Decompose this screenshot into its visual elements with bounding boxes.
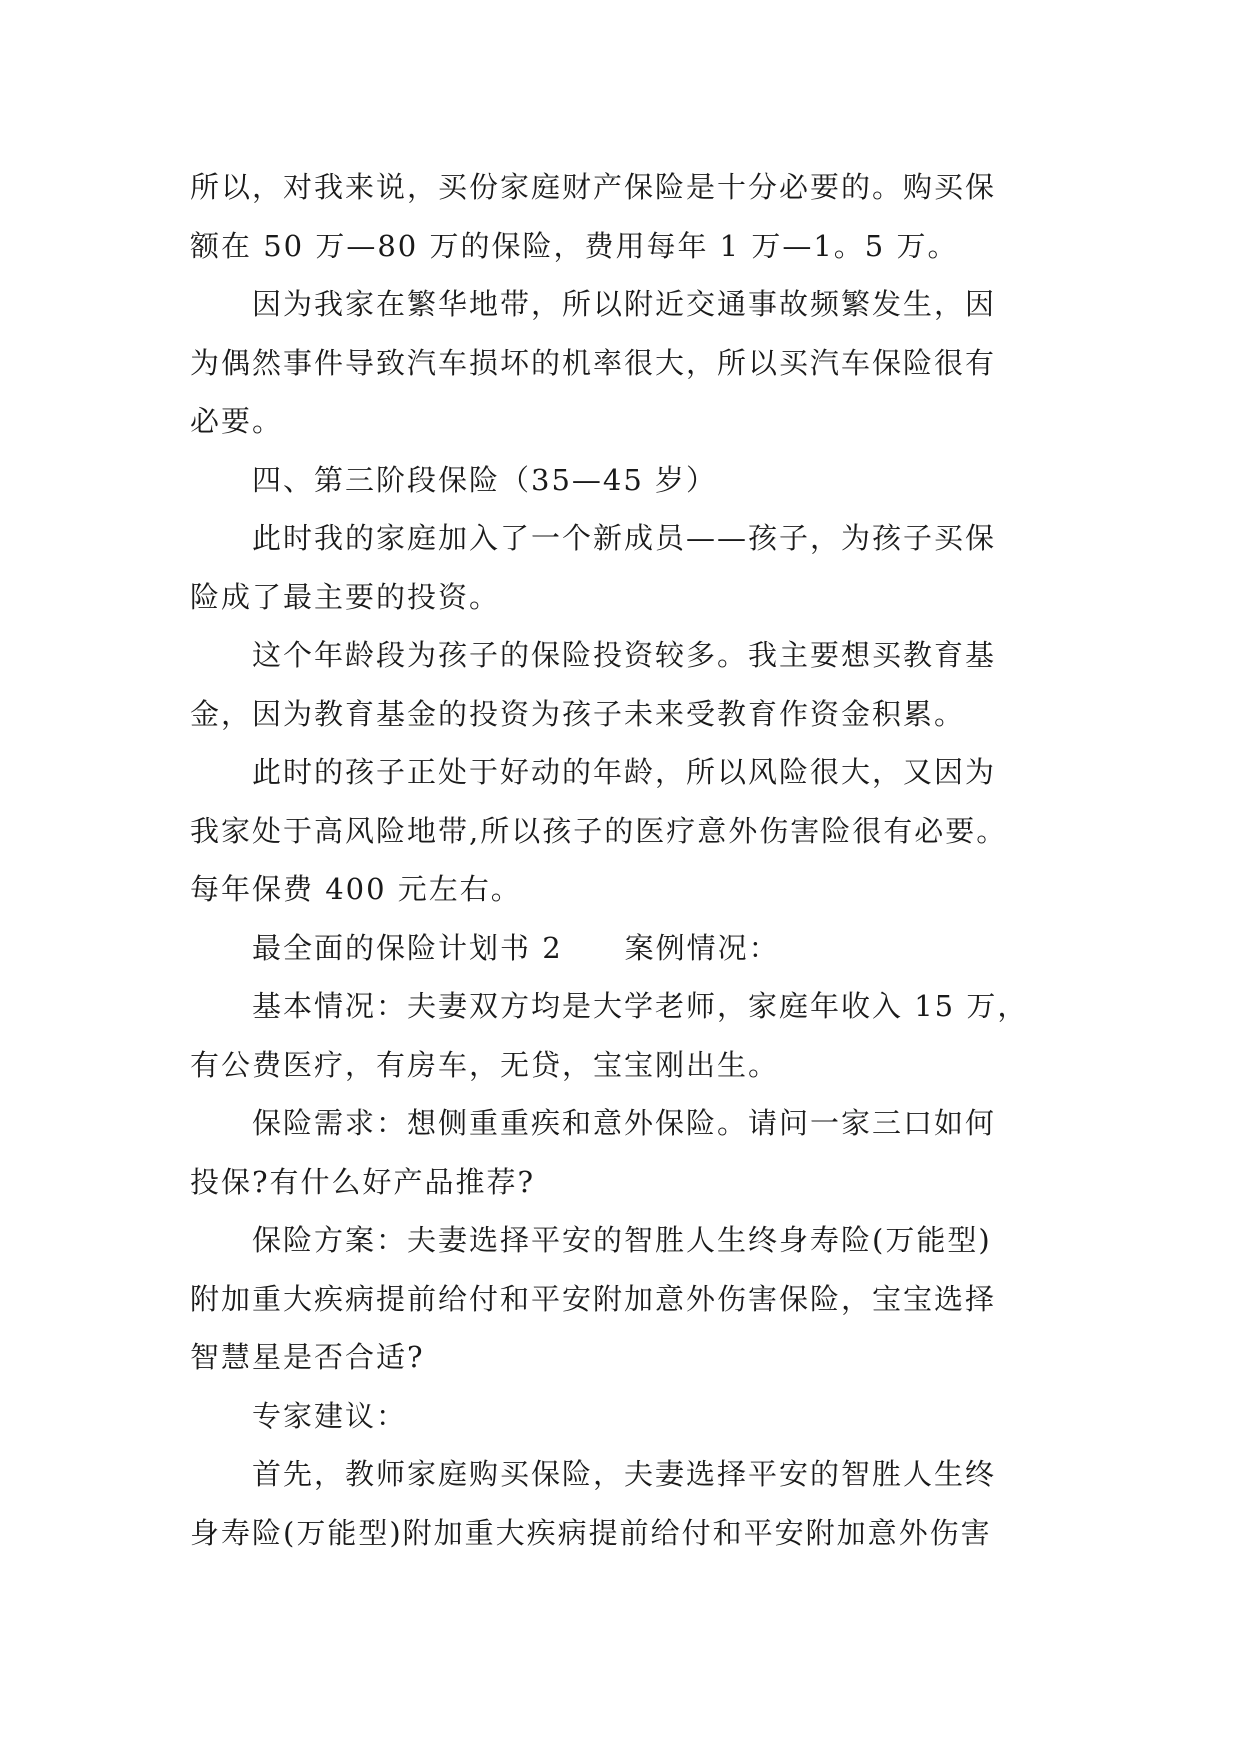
text-line: 此时的孩子正处于好动的年龄，所以风险很大，又因为 (252, 755, 997, 789)
paragraph-5 (190, 743, 1065, 919)
text-line: 投保?有什么好产品推荐? (190, 1164, 536, 1199)
text-line: 有公费医疗，有房车，无贷，宝宝刚出生。 (190, 1047, 780, 1082)
text-line: 额在 50 万—80 万的保险，费用每年 1 万—1。5 万。 (190, 228, 959, 263)
section-heading (190, 451, 1065, 510)
text-line: 金，因为教育基金的投资为孩子未来受教育作资金积累。 (190, 696, 966, 731)
paragraph-plan (190, 1211, 1065, 1387)
text-line: 四、第三阶段保险（35—45 岁） (252, 462, 718, 497)
paragraph-1 (190, 158, 1065, 275)
document-page (190, 158, 1065, 1562)
paragraph-2 (190, 275, 1065, 451)
text-line: 此时我的家庭加入了一个新成员——孩子，为孩子买保 (252, 521, 997, 555)
text-line: 这个年龄段为孩子的保险投资较多。我主要想买教育基 (252, 638, 997, 672)
text-line: 首先，教师家庭购买保险，夫妻选择平安的智胜人生终 (252, 1457, 997, 1491)
text-line: 保险方案：夫妻选择平安的智胜人生终身寿险(万能型) (252, 1223, 992, 1257)
paragraph-basic-info (190, 977, 1065, 1094)
text-line: 专家建议： (252, 1398, 408, 1433)
paragraph-3 (190, 509, 1065, 626)
text-line: 身寿险(万能型)附加重大疾病提前给付和平安附加意外伤害 (190, 1515, 992, 1550)
text-line: 必要。 (190, 404, 284, 438)
text-line: 因为我家在繁华地带，所以附近交通事故频繁发生，因 (252, 287, 997, 321)
text-line: 最全面的保险计划书 2 案例情况： (252, 930, 780, 965)
paragraph-expert-advice (190, 1445, 1065, 1562)
paragraph-4 (190, 626, 1065, 743)
expert-heading (190, 1387, 1065, 1446)
text-line: 所以，对我来说，买份家庭财产保险是十分必要的。购买保 (190, 170, 997, 204)
text-line: 保险需求：想侧重重疾和意外保险。请问一家三口如何 (252, 1106, 997, 1140)
text-line: 为偶然事件导致汽车损坏的机率很大，所以买汽车保险很有 (190, 345, 997, 380)
paragraph-needs (190, 1094, 1065, 1211)
text-line: 基本情况：夫妻双方均是大学老师，家庭年收入 15 万， (252, 989, 1029, 1023)
text-line: 附加重大疾病提前给付和平安附加意外伤害保险，宝宝选择 (190, 1281, 997, 1316)
text-line: 智慧星是否合适? (190, 1340, 425, 1374)
text-line: 每年保费 400 元左右。 (190, 872, 522, 906)
text-line: 险成了最主要的投资。 (190, 579, 501, 614)
text-line: 我家处于高风险地带,所以孩子的医疗意外伤害险很有必要。 (190, 813, 1008, 848)
case-title (190, 919, 1065, 978)
